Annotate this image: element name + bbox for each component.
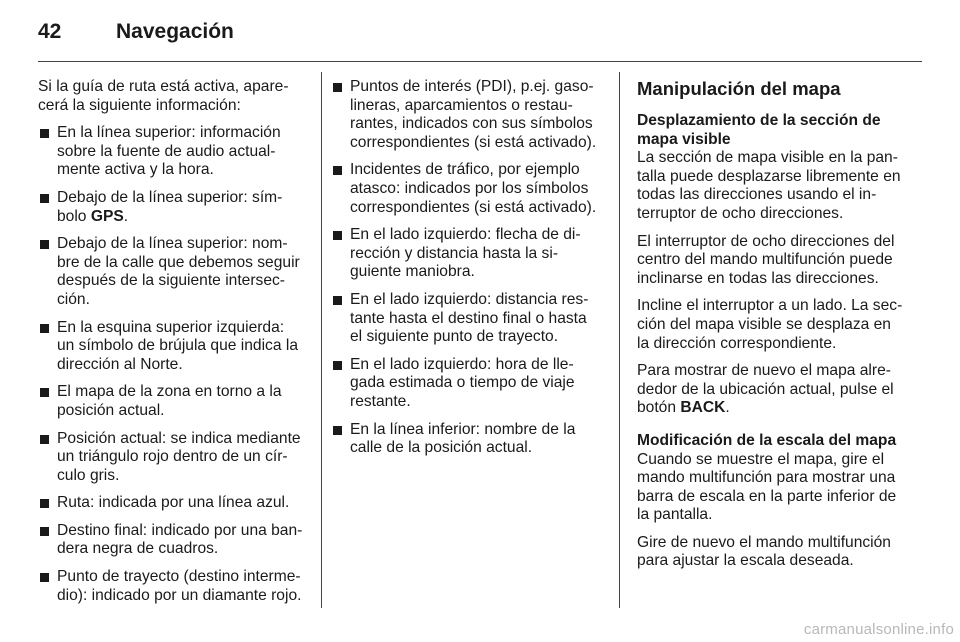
header-rule xyxy=(38,61,922,62)
paragraph: Incline el interruptor a un lado. La sección del mapa visible se desplaza en la dirección correspondiente. xyxy=(637,297,903,352)
bullet-icon xyxy=(40,129,49,138)
bullet-icon xyxy=(40,388,49,397)
paragraph: La sección de mapa visible en la pantalla puede desplazarse libremente en todas las direcciones usando el interruptor de ocho direcciones. xyxy=(637,149,901,222)
list-item: El mapa de la zona en torno a la posición actual. xyxy=(38,383,304,420)
list-item: En la línea inferior: nombre de la calle de la posición actual. xyxy=(331,421,603,458)
list-item: En el lado izquierdo: flecha de dirección y distancia hasta la siguiente maniobra. xyxy=(331,226,603,282)
info-list-middle xyxy=(331,78,603,458)
bullet-icon xyxy=(40,435,49,444)
list-item: Ruta: indicada por una línea azul. xyxy=(38,494,304,513)
bullet-icon xyxy=(333,83,342,92)
bullet-icon xyxy=(333,361,342,370)
list-item: En el lado izquierdo: hora de llegada estimada o tiempo de viaje restante. xyxy=(331,356,603,412)
bullet-icon xyxy=(333,426,342,435)
bullet-icon xyxy=(40,499,49,508)
bullet-icon xyxy=(40,527,49,536)
bullet-icon xyxy=(333,296,342,305)
page-header xyxy=(38,20,234,44)
section-heading: Manipulación del mapa xyxy=(637,78,841,99)
bullet-icon xyxy=(333,231,342,240)
intro-paragraph: Si la guía de ruta está activa, aparecerá la siguiente información: xyxy=(38,78,289,114)
watermark: carmanualsonline.info xyxy=(803,621,954,638)
list-item: Punto de trayecto (destino intermedio): indicado por un diamante rojo. xyxy=(38,568,304,605)
column-middle xyxy=(331,78,603,467)
bullet-icon xyxy=(40,573,49,582)
info-list-left xyxy=(38,124,304,605)
subsection-heading: Desplazamiento de la sección de mapa visible xyxy=(637,112,881,148)
bullet-icon xyxy=(333,166,342,175)
list-item: Destino final: indicado por una bandera negra de cuadros. xyxy=(38,522,304,559)
bullet-icon xyxy=(40,194,49,203)
bullet-icon xyxy=(40,240,49,249)
list-item: En el lado izquierdo: distancia restante hasta el destino final o hasta el siguiente punto de trayecto. xyxy=(331,291,603,347)
paragraph: Gire de nuevo el mando multifunción para ajustar la escala deseada. xyxy=(637,533,891,570)
back-button-label: BACK xyxy=(680,399,726,417)
list-item: Posición actual: se indica mediante un triángulo rojo dentro de un círculo gris. xyxy=(38,430,304,486)
column-divider xyxy=(619,72,620,608)
paragraph: Cuando se muestre el mapa, gire el mando multifunción para mostrar una barra de escala en la parte inferior de la pantalla. xyxy=(637,450,897,524)
paragraph: El interruptor de ocho direcciones del centro del mando multifunción puede inclinarse en todas las direcciones. xyxy=(637,232,895,287)
column-left xyxy=(38,78,304,614)
list-item: Incidentes de tráfico, por ejemplo atasco: indicados por los símbolos correspondientes (si está activado). xyxy=(331,161,603,217)
list-item: En la esquina superior izquierda: un símbolo de brújula que indica la dirección al Norte. xyxy=(38,319,304,375)
subsection-heading: Modificación de la escala del mapa xyxy=(637,431,897,449)
paragraph: Para mostrar de nuevo el mapa alrededor de la ubicación actual, pulse el botón BACK. xyxy=(637,362,894,417)
list-item: En la línea superior: información sobre la fuente de audio actualmente activa y la hora. xyxy=(38,124,304,180)
list-item: Puntos de interés (PDI), p.ej. gasolineras, aparcamientos o restaurantes, indicados con sus símbolos correspondientes (si está activado). xyxy=(331,78,603,152)
page-number: 42 xyxy=(38,20,62,43)
list-item: Debajo de la línea superior: símbolo GPS. xyxy=(38,189,304,226)
list-item: Debajo de la línea superior: nombre de la calle que debemos seguir después de la siguiente intersección. xyxy=(38,235,304,309)
bullet-icon xyxy=(40,324,49,333)
column-divider xyxy=(321,72,322,608)
page-title: Navegación xyxy=(116,20,234,43)
column-right xyxy=(637,78,905,580)
